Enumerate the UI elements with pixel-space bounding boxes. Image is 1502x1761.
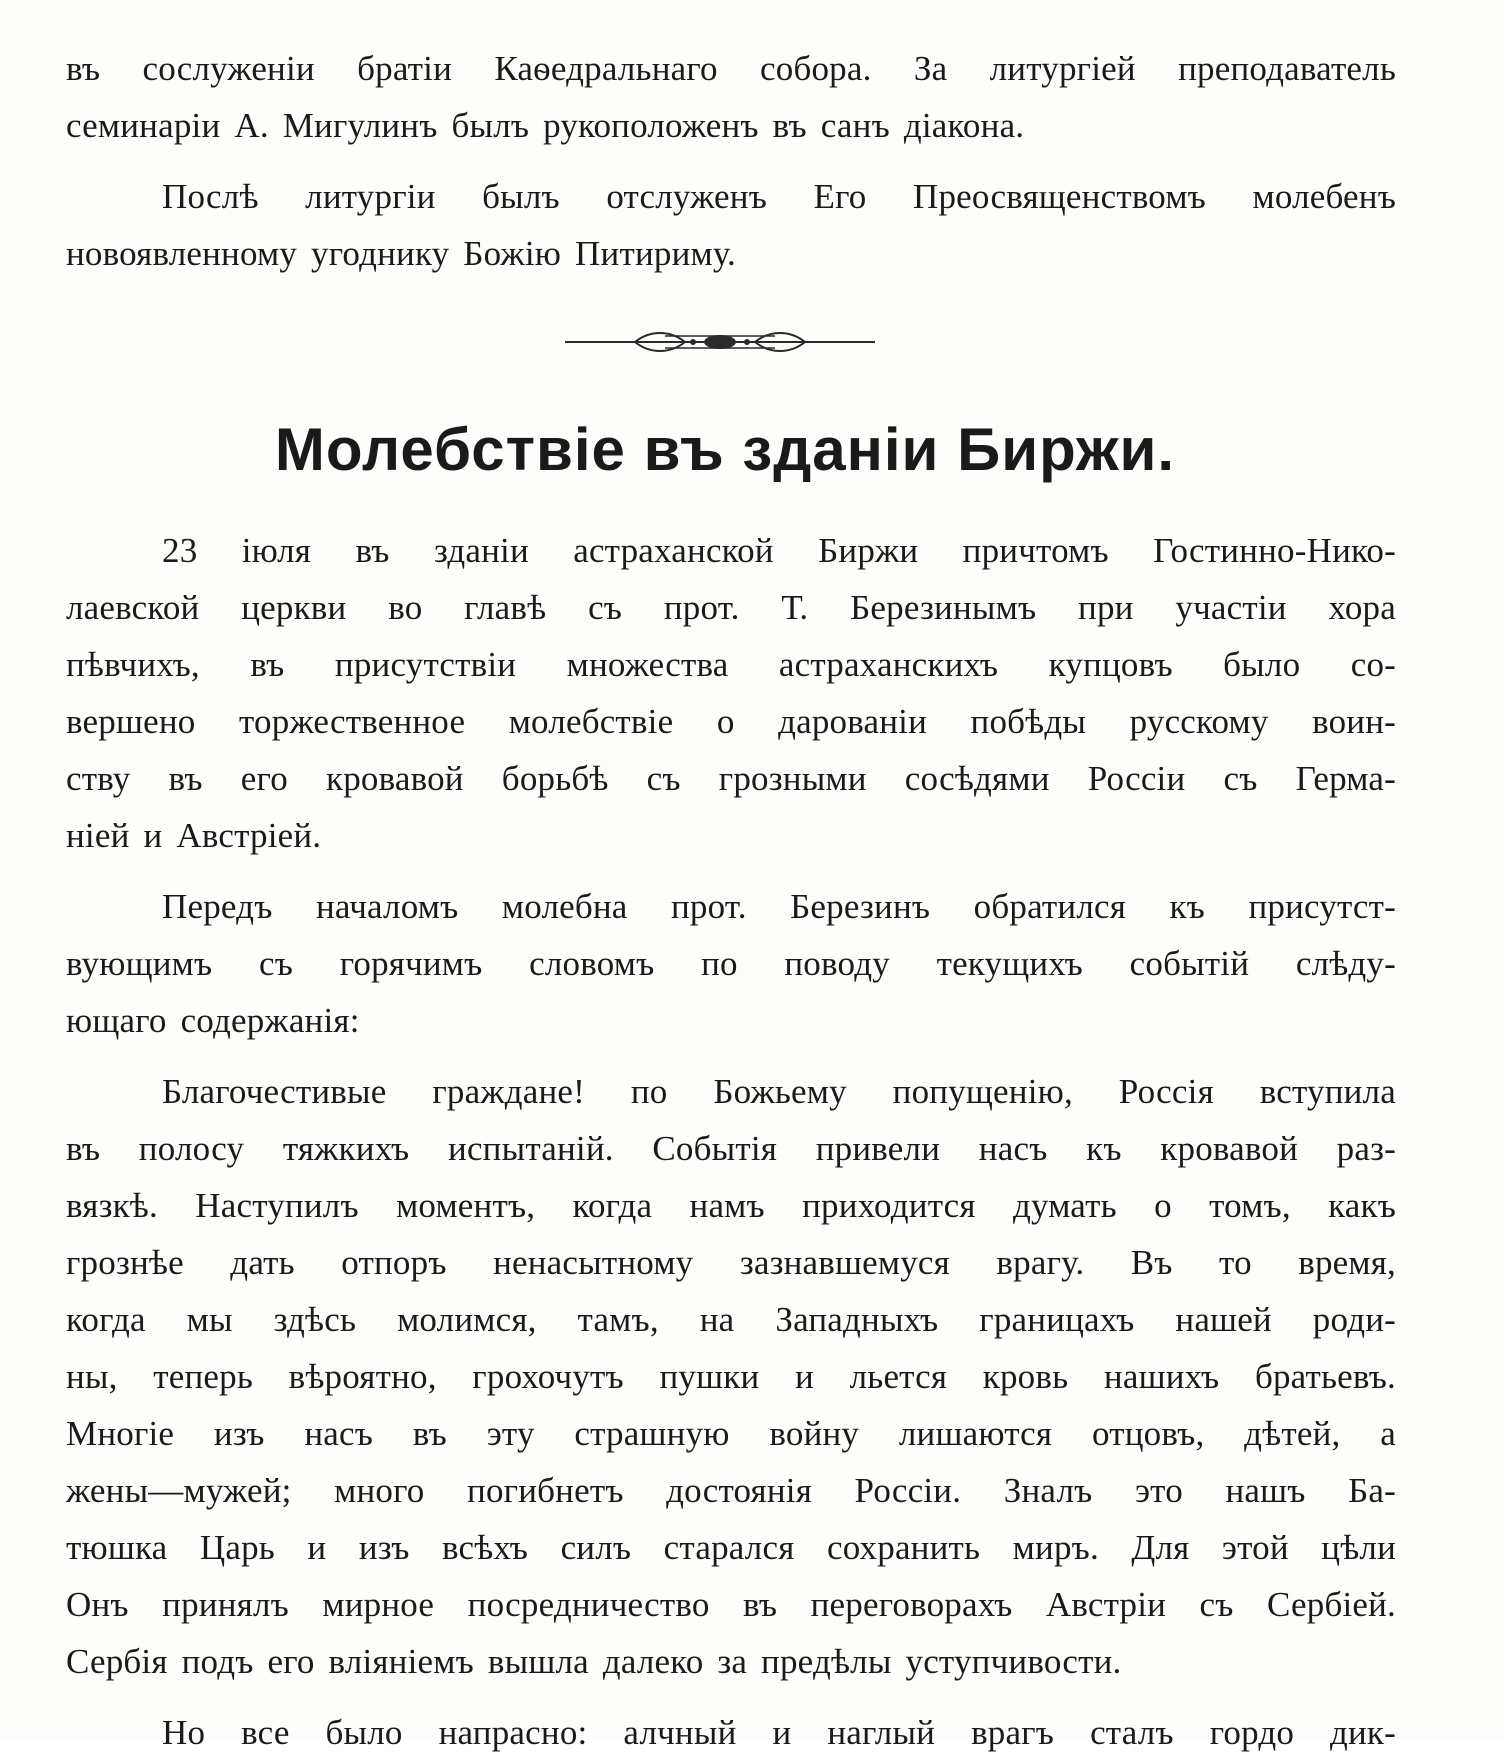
article-paragraph-2 [66, 878, 1396, 1049]
intro-paragraph-1 [66, 40, 1396, 154]
text-line: ющаго содержанія: [66, 1001, 360, 1040]
paragraph-gap [66, 1690, 1396, 1704]
text-line: Но все было напрасно: алчный и наглый врагъ сталъ гордо дик- [162, 1713, 1396, 1752]
article-paragraph-4 [66, 1704, 1396, 1761]
paragraph-gap [66, 154, 1396, 168]
text-line: ны, теперь вѣроятно, грохочутъ пушки и льется кровь нашихъ братьевъ. [66, 1357, 1396, 1396]
text-line: Сербія подъ его вліяніемъ вышла далеко за предѣлы уступчивости. [66, 1642, 1122, 1681]
intro-text [66, 40, 1396, 282]
text-line: вязкѣ. Наступилъ моментъ, когда намъ приходится думать о томъ, какъ [66, 1186, 1396, 1225]
text-line: Благочестивые граждане! по Божьему попущенію, Россія вступила [162, 1072, 1396, 1111]
text-line: лаевской церкви во главѣ съ прот. Т. Березинымъ при участіи хора [66, 588, 1396, 627]
text-line: вующимъ съ горячимъ словомъ по поводу текущихъ событій слѣду- [66, 944, 1396, 983]
text-line: въ сослуженіи братіи Каѳедральнаго собора. За литургіей преподаватель [66, 49, 1396, 88]
text-line: грознѣе дать отпоръ ненасытному зазнавшемуся врагу. Въ то время, [66, 1243, 1396, 1282]
text-line: Послѣ литургіи былъ отслуженъ Его Преосвященствомъ молебенъ [162, 177, 1396, 216]
text-line: 23 іюля въ зданіи астраханской Биржи причтомъ Гостинно-Нико- [162, 531, 1396, 570]
paragraph-gap [66, 864, 1396, 878]
decorative-divider-icon [565, 322, 875, 362]
article-body [66, 522, 1396, 1761]
text-line: ніей и Австріей. [66, 816, 322, 855]
text-line: когда мы здѣсь молимся, тамъ, на Западныхъ границахъ нашей роди- [66, 1300, 1396, 1339]
text-line: Передъ началомъ молебна прот. Березинъ обратился къ присутст- [162, 887, 1396, 926]
intro-paragraph-2 [66, 168, 1396, 282]
text-line: жены—мужей; много погибнетъ достоянія Россіи. Зналъ это нашъ Ба- [66, 1471, 1396, 1510]
paragraph-gap [66, 1049, 1396, 1063]
text-line: тюшка Царь и изъ всѣхъ силъ старался сохранить миръ. Для этой цѣли [66, 1528, 1396, 1567]
text-line: Онъ принялъ мирное посредничество въ переговорахъ Австріи съ Сербіей. [66, 1585, 1396, 1624]
text-line: пѣвчихъ, въ присутствіи множества астраханскихъ купцовъ было со- [66, 645, 1396, 684]
article-title: Молебствіе въ зданіи Биржи. [274, 416, 1176, 483]
text-line: ству въ его кровавой борьбѣ съ грозными сосѣдями Россіи съ Герма- [66, 759, 1396, 798]
text-line: вершено торжественное молебствіе о дарованіи побѣды русскому воин- [66, 702, 1396, 741]
article-paragraph-3 [66, 1063, 1396, 1690]
text-line: Многіе изъ насъ въ эту страшную войну лишаются отцовъ, дѣтей, а [66, 1414, 1396, 1453]
text-line: въ полосу тяжкихъ испытаній. Событія привели насъ къ кровавой раз- [66, 1129, 1396, 1168]
text-line: новоявленному угоднику Божію Питириму. [66, 234, 736, 273]
text-line: семинаріи А. Мигулинъ былъ рукоположенъ въ санъ діакона. [66, 106, 1025, 145]
article-paragraph-1 [66, 522, 1396, 864]
